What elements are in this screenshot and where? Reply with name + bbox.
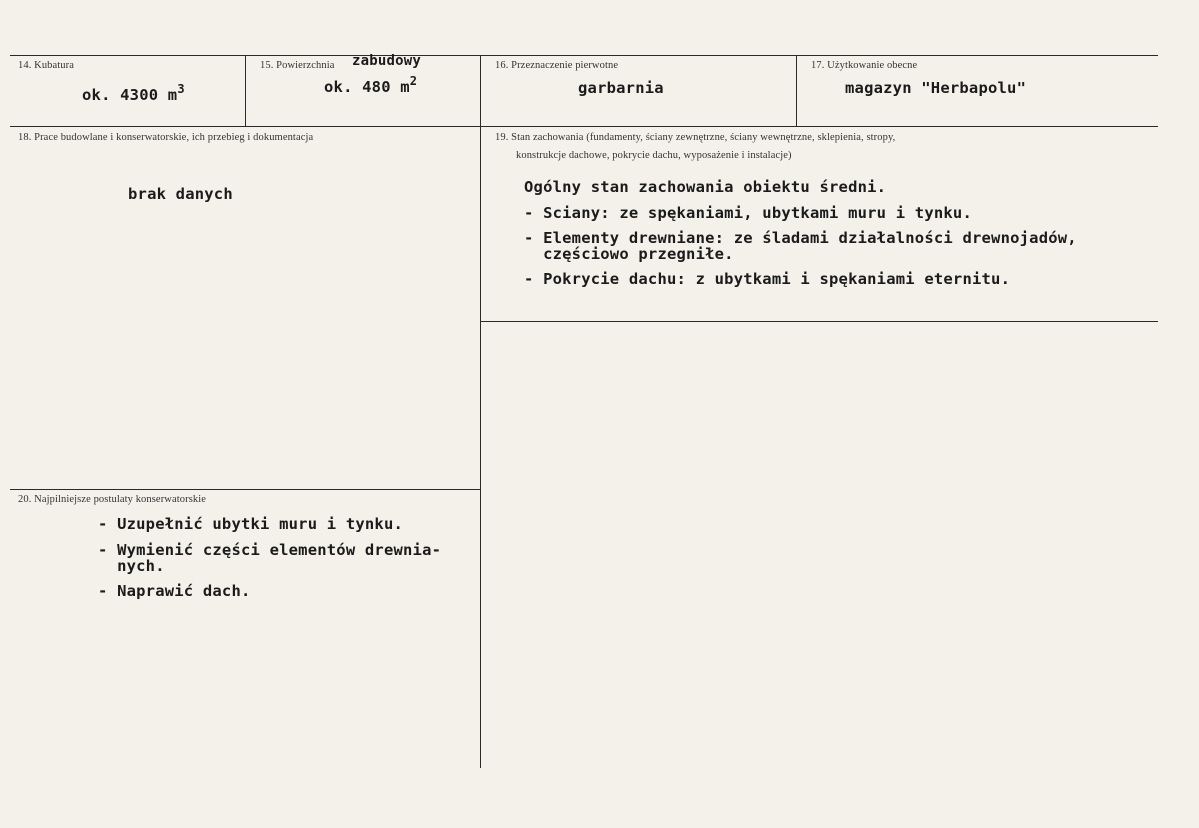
col-rule-3: [796, 55, 797, 126]
powierzchnia-unit-exponent: 2: [409, 74, 418, 88]
prace-label: 18. Prace budowlane i konserwatorskie, ich przebieg i dokumentacja: [18, 132, 314, 143]
stan-line-4: częściowo przegniłe.: [524, 245, 734, 263]
postulaty-line-3: nych.: [98, 557, 165, 575]
powierzchnia-handwritten-zabudowy: zabudowy: [352, 53, 422, 69]
stan-line-1: Ogólny stan zachowania obiektu średni.: [524, 178, 887, 196]
top-rule: [10, 55, 1158, 56]
prace-value: brak danych: [128, 185, 233, 203]
kubatura-value-text: ok. 4300 m: [82, 86, 178, 104]
kubatura-label: 14. Kubatura: [18, 60, 75, 71]
col-rule-2: [480, 55, 481, 768]
powierzchnia-value: [324, 74, 418, 96]
row-rule-2: [10, 489, 480, 490]
kubatura-unit-exponent: 3: [177, 82, 185, 96]
postulaty-line-4: - Naprawić dach.: [98, 582, 251, 600]
przeznaczenie-label: 16. Przeznaczenie pierwotne: [495, 60, 619, 71]
uzytkowanie-value: magazyn "Herbapolu": [845, 79, 1027, 97]
przeznaczenie-value: garbarnia: [578, 79, 664, 97]
row-rule-1: [10, 126, 1158, 127]
postulaty-line-1: - Uzupełnić ubytki muru i tynku.: [98, 515, 404, 533]
postulaty-line-2: - Wymienić części elementów drewnia-: [98, 541, 442, 559]
powierzchnia-label: 15. Powierzchnia: [260, 60, 335, 71]
stan-line-2: - Sciany: ze spękaniami, ubytkami muru i tynku.: [524, 204, 972, 222]
col-rule-1: [245, 55, 246, 126]
right-rule-short: [480, 321, 1158, 322]
stan-label-line-2: konstrukcje dachowe, pokrycie dachu, wyposażenie i instalacje): [516, 150, 792, 161]
powierzchnia-value-text: ok. 480 m: [324, 78, 410, 96]
stan-label-line-1: 19. Stan zachowania (fundamenty, ściany zewnętrzne, ściany wewnętrzne, sklepienia, stropy,: [495, 132, 896, 143]
stan-line-3: - Elementy drewniane: ze śladami działalności drewnojadów,: [524, 229, 1077, 247]
postulaty-label: 20. Najpilniejsze postulaty konserwatorskie: [18, 494, 207, 505]
kubatura-value: [82, 82, 185, 104]
uzytkowanie-label: 17. Użytkowanie obecne: [811, 60, 918, 71]
stan-line-5: - Pokrycie dachu: z ubytkami i spękaniami eternitu.: [524, 270, 1011, 288]
